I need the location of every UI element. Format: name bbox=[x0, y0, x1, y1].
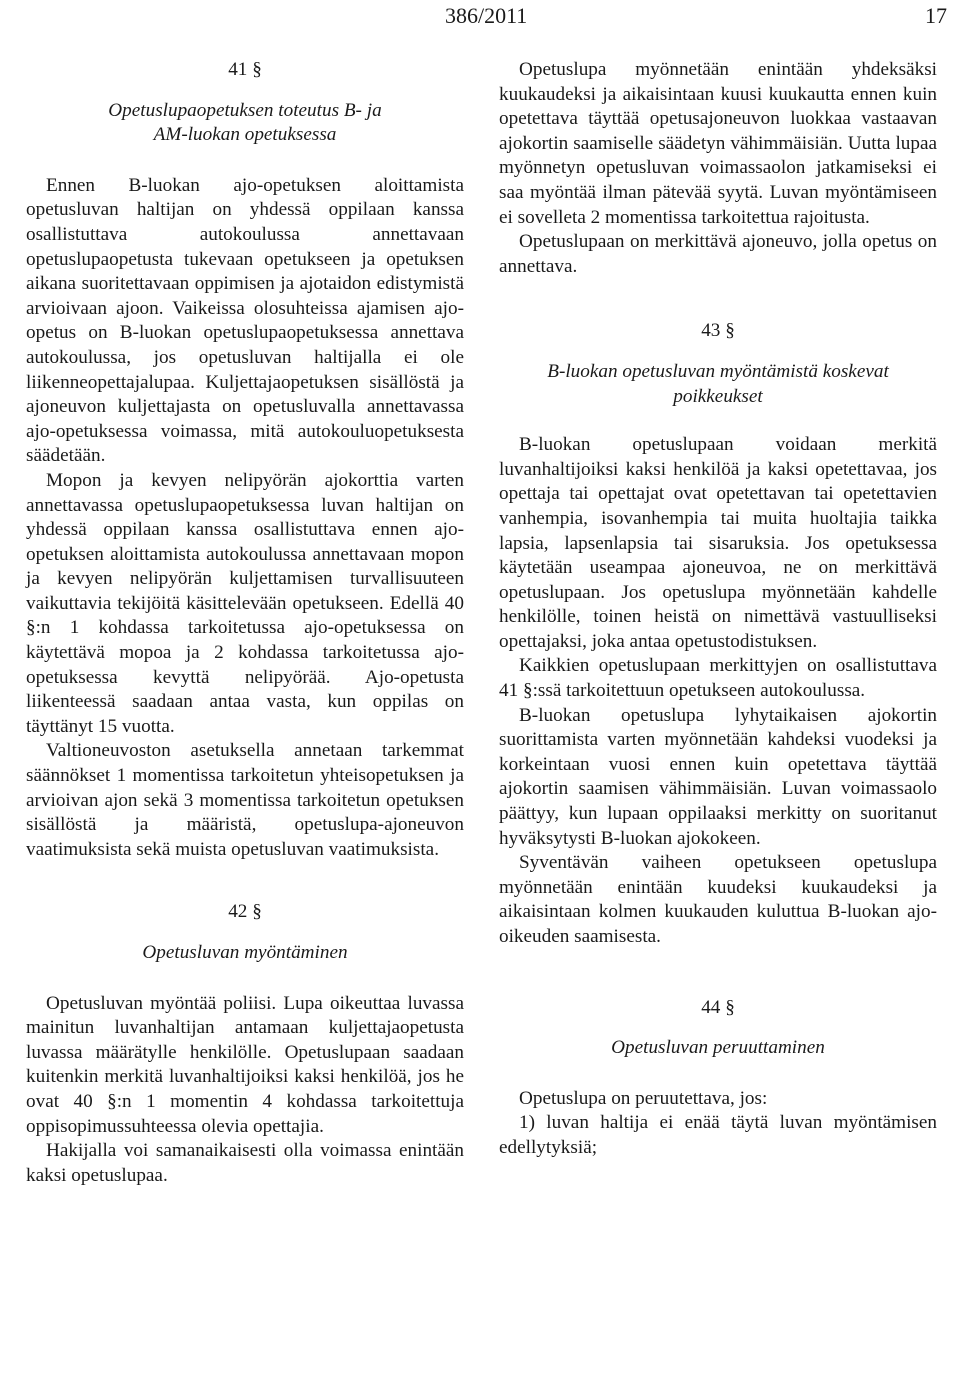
section-42-paragraph-2: Hakijalla voi samanaikaisesti olla voimassa enintään kaksi opetuslupaa. bbox=[26, 1140, 464, 1186]
page-header bbox=[0, 0, 960, 34]
section-41-title-line-1: Opetuslupaopetuksen toteutus B- ja bbox=[108, 99, 382, 121]
right-column bbox=[499, 58, 937, 1161]
section-41-paragraph-1: Ennen B-luokan ajo-opetuksen aloittamista opetusluvan haltijan on yhdessä oppilaan kanssa osallistuttava autokoulussa annettavaan opetuslupaopetusta tukevaan opetukseen ja opetuksen aikana suoritettavaan oppimisen ja ajotaidon edistymistä arvioivaan ajoon. Vaikeissa olosuhteissa ajamisen ajo-opetus on B-luokan opetuslupaopetuksessa annettava autokoulussa, jos opetusluvan haltijalla ei ole liikenneopettajalupaa. Kuljettajaopetuksen sisällöstä ja ajoneuvon kuljettajasta on opetusluvalla annettavassa ajo-opetuksessa voimassa, mitä autokouluopetuksesta säädetään. bbox=[26, 174, 464, 467]
section-42-number: 42 § bbox=[228, 901, 262, 923]
section-42-paragraph-3: Opetuslupa myönnetään enintään yhdeksäksi kuukaudeksi ja aikaisintaan kuusi kuukautta ennen kuin opetettava täyttää opetusajoneuvon luokkaa vastaavan ajokortin saamiselle säädetyn vähimmäisiän. Uutta lupaa myönnetyn opetusluvan voimassaolon jatkamiseksi ei saa myöntää ilman pätevää syytä. Luvan myöntämiseen ei sovelleta 2 momentissa tarkoitettua rajoitusta. bbox=[499, 59, 937, 228]
section-43-title-line-1: B-luokan opetusluvan myöntämistä koskevat bbox=[547, 360, 889, 382]
section-41-number: 41 § bbox=[228, 59, 262, 80]
left-column bbox=[26, 58, 464, 1188]
section-44-paragraph-1: Opetuslupa on peruutettava, jos: bbox=[519, 1087, 768, 1109]
section-42-paragraph-1: Opetusluvan myöntää poliisi. Lupa oikeuttaa luvassa mainitun luvanhaltijan antamaan kuljettajaopetusta luvassa määrätylle henkilölle. Opetuslupaan saadaan kuitenkin merkitä luvanhaltijoiksi kaksi henkilöä, jos he ovat 40 §:n 1 momentin 4 kohdassa tarkoitettuja oppisopimussuhteessa olevia opettajia. bbox=[26, 992, 464, 1137]
section-41-paragraph-2: Mopon ja kevyen nelipyörän ajokorttia varten annettavassa opetuslupaopetuksessa luvan haltijan on yhdessä oppilaan kanssa osallistuttava ennen ajo-opetuksen aloittamista autokoulussa annettavaan mopon ja kevyen nelipyörän kuljettamisen turvallisuuteen vaikuttavia tekijöitä käsittelevään opetukseen. Edellä 40 §:n 1 kohdassa tarkoitetussa ajo-opetuksessa on käytettävä mopoa ja 2 kohdassa tarkoitetussa ajo-opetuksessa kevyttä nelipyörää. Ajo-opetusta liikenteessä saadaan antaa vasta, kun oppilas on täyttänyt 15 vuotta. bbox=[26, 469, 464, 737]
section-43-paragraph-3: B-luokan opetuslupa lyhytaikaisen ajokortin suorittamista varten myönnetään kahdeksi vuodeksi ja korkeintaan vuosi ennen kuin opetettava täyttää ajokortin saamisen vähimmäisiän. Luvan voimassaolo päättyy, kun lupaan oppilaaksi merkitty on suoritanut hyväksytysti B-luokan ajokokeen. bbox=[499, 704, 937, 849]
section-43-paragraph-4: Syventävän vaiheen opetukseen opetuslupa myönnetään enintään kuudeksi kuukaudeksi ja aikaisintaan kolmen kuukauden kuluttua B-luokan ajo-oikeuden saamisesta. bbox=[499, 852, 937, 947]
section-44-paragraph-2: 1) luvan haltija ei enää täytä luvan myöntämisen edellytyksiä; bbox=[499, 1112, 937, 1158]
section-43-paragraph-2: Kaikkien opetuslupaan merkittyjen on osallistuttava 41 §:ssä tarkoitettuun opetukseen autokoulussa. bbox=[499, 655, 937, 702]
section-44-title: Opetusluvan peruuttaminen bbox=[611, 1037, 825, 1059]
section-42-title: Opetusluvan myöntäminen bbox=[142, 942, 348, 963]
section-43-title-line-2: poikkeukset bbox=[673, 385, 763, 407]
section-41-paragraph-3: Valtioneuvoston asetuksella annetaan tarkemmat säännökset 1 momentissa tarkoitetun yhteisopetuksen ja arvioivan ajon sekä 3 momentissa tarkoitetun opetuksen sisällöstä ja määristä, opetuslupa-ajoneuvon vaatimuksista sekä muista opetusluvan vaatimuksista. bbox=[26, 740, 464, 860]
section-41-title bbox=[26, 99, 464, 148]
section-41-title-line-2: AM-luokan opetuksessa bbox=[153, 124, 337, 146]
issue-number: 386/2011 bbox=[445, 3, 528, 28]
section-43-title bbox=[499, 360, 937, 409]
section-42-paragraph-4: Opetuslupaan on merkittävä ajoneuvo, jolla opetus on annettava. bbox=[499, 231, 937, 277]
section-43-paragraph-1: B-luokan opetuslupaan voidaan merkitä luvanhaltijoiksi kaksi henkilöä ja kaksi opetettavaa, jos opettaja tai opettajat ovat opetettavan tai opetettavien vanhempia, isovanhempia tai muita huoltajia taikka lapsia, lapsenlapsia tai sisaruksia. Jos opetuksessa käytetään useampaa ajoneuvoa, ne on merkittävä opetuslupaan. Jos opetuslupa myönnetään kahdelle henkilölle, toinen heistä on nimettävä vastuulliseksi opettajaksi, joka antaa opetustodistuksen. bbox=[499, 434, 937, 652]
section-44-number: 44 § bbox=[701, 996, 735, 1018]
section-43-number: 43 § bbox=[701, 320, 735, 342]
page-number: 17 bbox=[925, 3, 947, 28]
